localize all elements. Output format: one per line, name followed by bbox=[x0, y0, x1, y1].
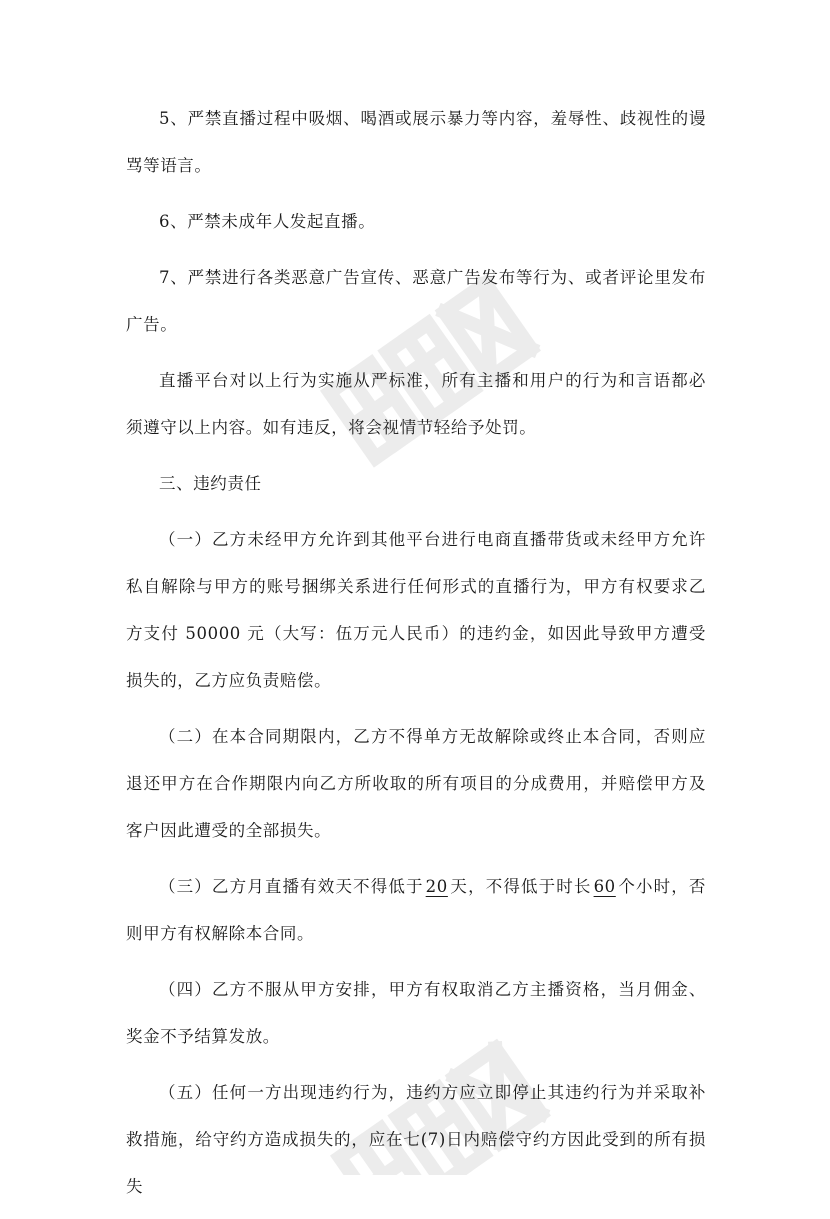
rules-summary: 直播平台对以上行为实施从严标准，所有主播和用户的行为和言语都必须遵守以上内容。如有违反，将会视情节轻给予处罚。 bbox=[126, 371, 706, 437]
clause-5: （五）任何一方出现违约行为，违约方应立即停止其违约行为并采取补救措施，给守约方造成损失的，应在七(7)日内赔偿守约方因此受到的所有损失 bbox=[126, 1083, 706, 1196]
section-title-breach: 三、违约责任 bbox=[159, 474, 262, 493]
min-days-value: 20 bbox=[425, 877, 448, 896]
clause-3-text-a: （三）乙方月直播有效天不得低于 bbox=[159, 877, 424, 896]
clause-3 bbox=[126, 863, 706, 957]
min-hours-value: 60 bbox=[593, 877, 616, 896]
clause-3-text-c: 个小时，否则甲方有权解除本合同。 bbox=[126, 877, 707, 943]
clause-1: （一）乙方未经甲方允许到其他平台进行电商直播带货或未经甲方允许私自解除与甲方的账号捆绑关系进行任何形式的直播行为，甲方有权要求乙方支付 50000 元（大写：伍万元人民币）的违约金，如因此导致甲方遭受损失的，乙方应负责赔偿。 bbox=[126, 530, 706, 690]
clause-3-text-b: 天，不得低于时长 bbox=[449, 877, 592, 896]
rule-item-6: 6、严禁未成年人发起直播。 bbox=[159, 212, 376, 231]
rule-item-5: 5、严禁直播过程中吸烟、喝酒或展示暴力等内容，羞辱性、歧视性的谩骂等语言。 bbox=[126, 109, 706, 175]
rule-item-7: 7、严禁进行各类恶意广告宣传、恶意广告发布等行为、或者评论里发布广告。 bbox=[126, 268, 706, 334]
contract-body bbox=[126, 95, 706, 1219]
clause-2: （二）在本合同期限内，乙方不得单方无故解除或终止本合同，否则应退还甲方在合作期限内向乙方所收取的所有项目的分成费用，并赔偿甲方及客户因此遭受的全部损失。 bbox=[126, 727, 706, 840]
clause-4: （四）乙方不服从甲方安排，甲方有权取消乙方主播资格，当月佣金、奖金不予结算发放。 bbox=[126, 980, 706, 1046]
